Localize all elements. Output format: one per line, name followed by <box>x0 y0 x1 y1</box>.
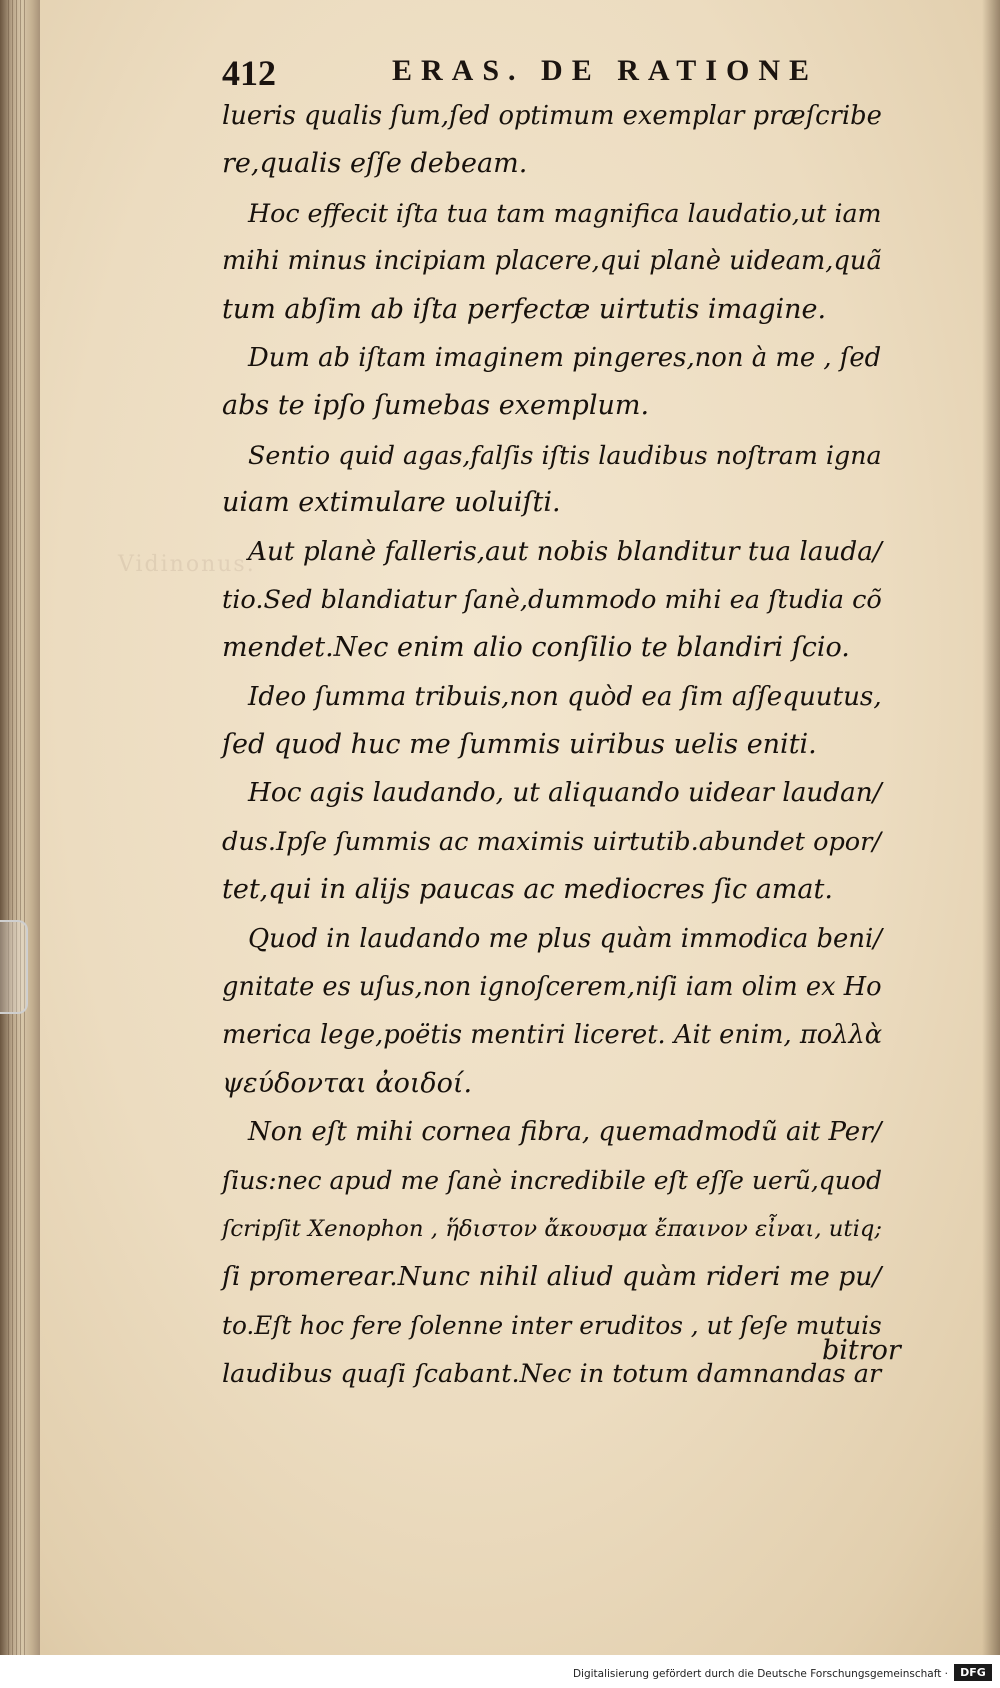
text-line: dus.Ipſe ſummis ac maximis uirtutib.abundet opor/ <box>222 826 882 857</box>
text-line: Aut planè falleris,aut nobis blanditur tua lauda/ <box>248 536 882 567</box>
page-number: 412 <box>222 53 276 93</box>
text-line: Sentio quid agas,falſis iſtis laudibus noſtram igna <box>248 439 882 470</box>
text-line: tum abſim ab iſta perfectæ uirtutis imagine. <box>222 293 827 325</box>
text-line: Dum ab iſtam imaginem pingeres,non à me , ſed <box>248 342 882 373</box>
text-line: gnitate es uſus,non ignoſcerem,niſi iam olim ex Ho <box>222 972 882 1003</box>
binding-clip-mark <box>0 920 28 1014</box>
text-line: ſed quod huc me ſummis uiribus uelis eniti. <box>222 729 817 761</box>
text-line: ſi promerear.Nunc nihil aliud quàm rideri me pu/ <box>222 1261 882 1293</box>
text-line: Ideo ſumma tribuis,non quòd ea ſim aſſequutus, <box>248 681 882 712</box>
text-line: ſcripſit Xenophon , ἥδιστον ἄκουσμα ἔπαινον εἶναι, utiq; <box>222 1215 883 1242</box>
text-line: ψεύδονται ἀοιδοί. <box>222 1067 473 1099</box>
text-line: ſius:nec apud me ſanè incredibile eſt eſſe uerũ,quod <box>222 1165 882 1195</box>
text-line: abs te ipſo ſumebas exemplum. <box>222 390 650 422</box>
text-line: mihi minus incipiam placere,qui planè uideam,quã <box>222 246 882 277</box>
text-line: to.Eſt hoc fere ſolenne inter eruditos , ut ſeſe mutuis <box>222 1310 882 1340</box>
text-line: Hoc agis laudando, ut aliquando uidear laudan/ <box>248 778 882 809</box>
show-through-text: Vidinonus. <box>118 552 256 577</box>
digitization-credit: Digitalisierung gefördert durch die Deutsche Forschungsgemeinschaft · <box>572 1668 948 1680</box>
text-line: merica lege,poëtis mentiri liceret. Ait enim, πολλὰ <box>222 1020 883 1051</box>
text-line: Non eſt mihi cornea fibra, quemadmodũ ait Per/ <box>248 1117 882 1148</box>
body-text <box>222 92 882 1399</box>
text-line: re,qualis eſſe debeam. <box>222 148 528 180</box>
text-line: Quod in laudando me plus quàm immodica beni/ <box>248 923 882 954</box>
text-line: Hoc effecit iſta tua tam magnifica laudatio,ut iam <box>248 197 882 228</box>
stacked-page-edges <box>0 0 40 1655</box>
text-line: mendet.Nec enim alio conſilio te blandiri ſcio. <box>222 632 850 664</box>
page-header <box>222 52 862 92</box>
running-head: ERAS. DE RATIONE <box>392 54 818 87</box>
dfg-logo: DFG <box>954 1664 992 1681</box>
text-line: tet,qui in aliјs paucas ac mediocres ſic amat. <box>222 874 833 906</box>
text-line: laudibus quaſi ſcabant.Nec in totum damnandas ar <box>222 1359 882 1390</box>
text-line: uiam extimulare uoluiſti. <box>222 487 561 519</box>
text-line: lueris qualis ſum,ſed optimum exemplar præſcribe <box>222 101 882 131</box>
text-line: tio.Sed blandiatur ſanè,dummodo mihi ea ſtudia cõ <box>222 584 882 615</box>
catchword: bitror <box>822 1335 901 1366</box>
